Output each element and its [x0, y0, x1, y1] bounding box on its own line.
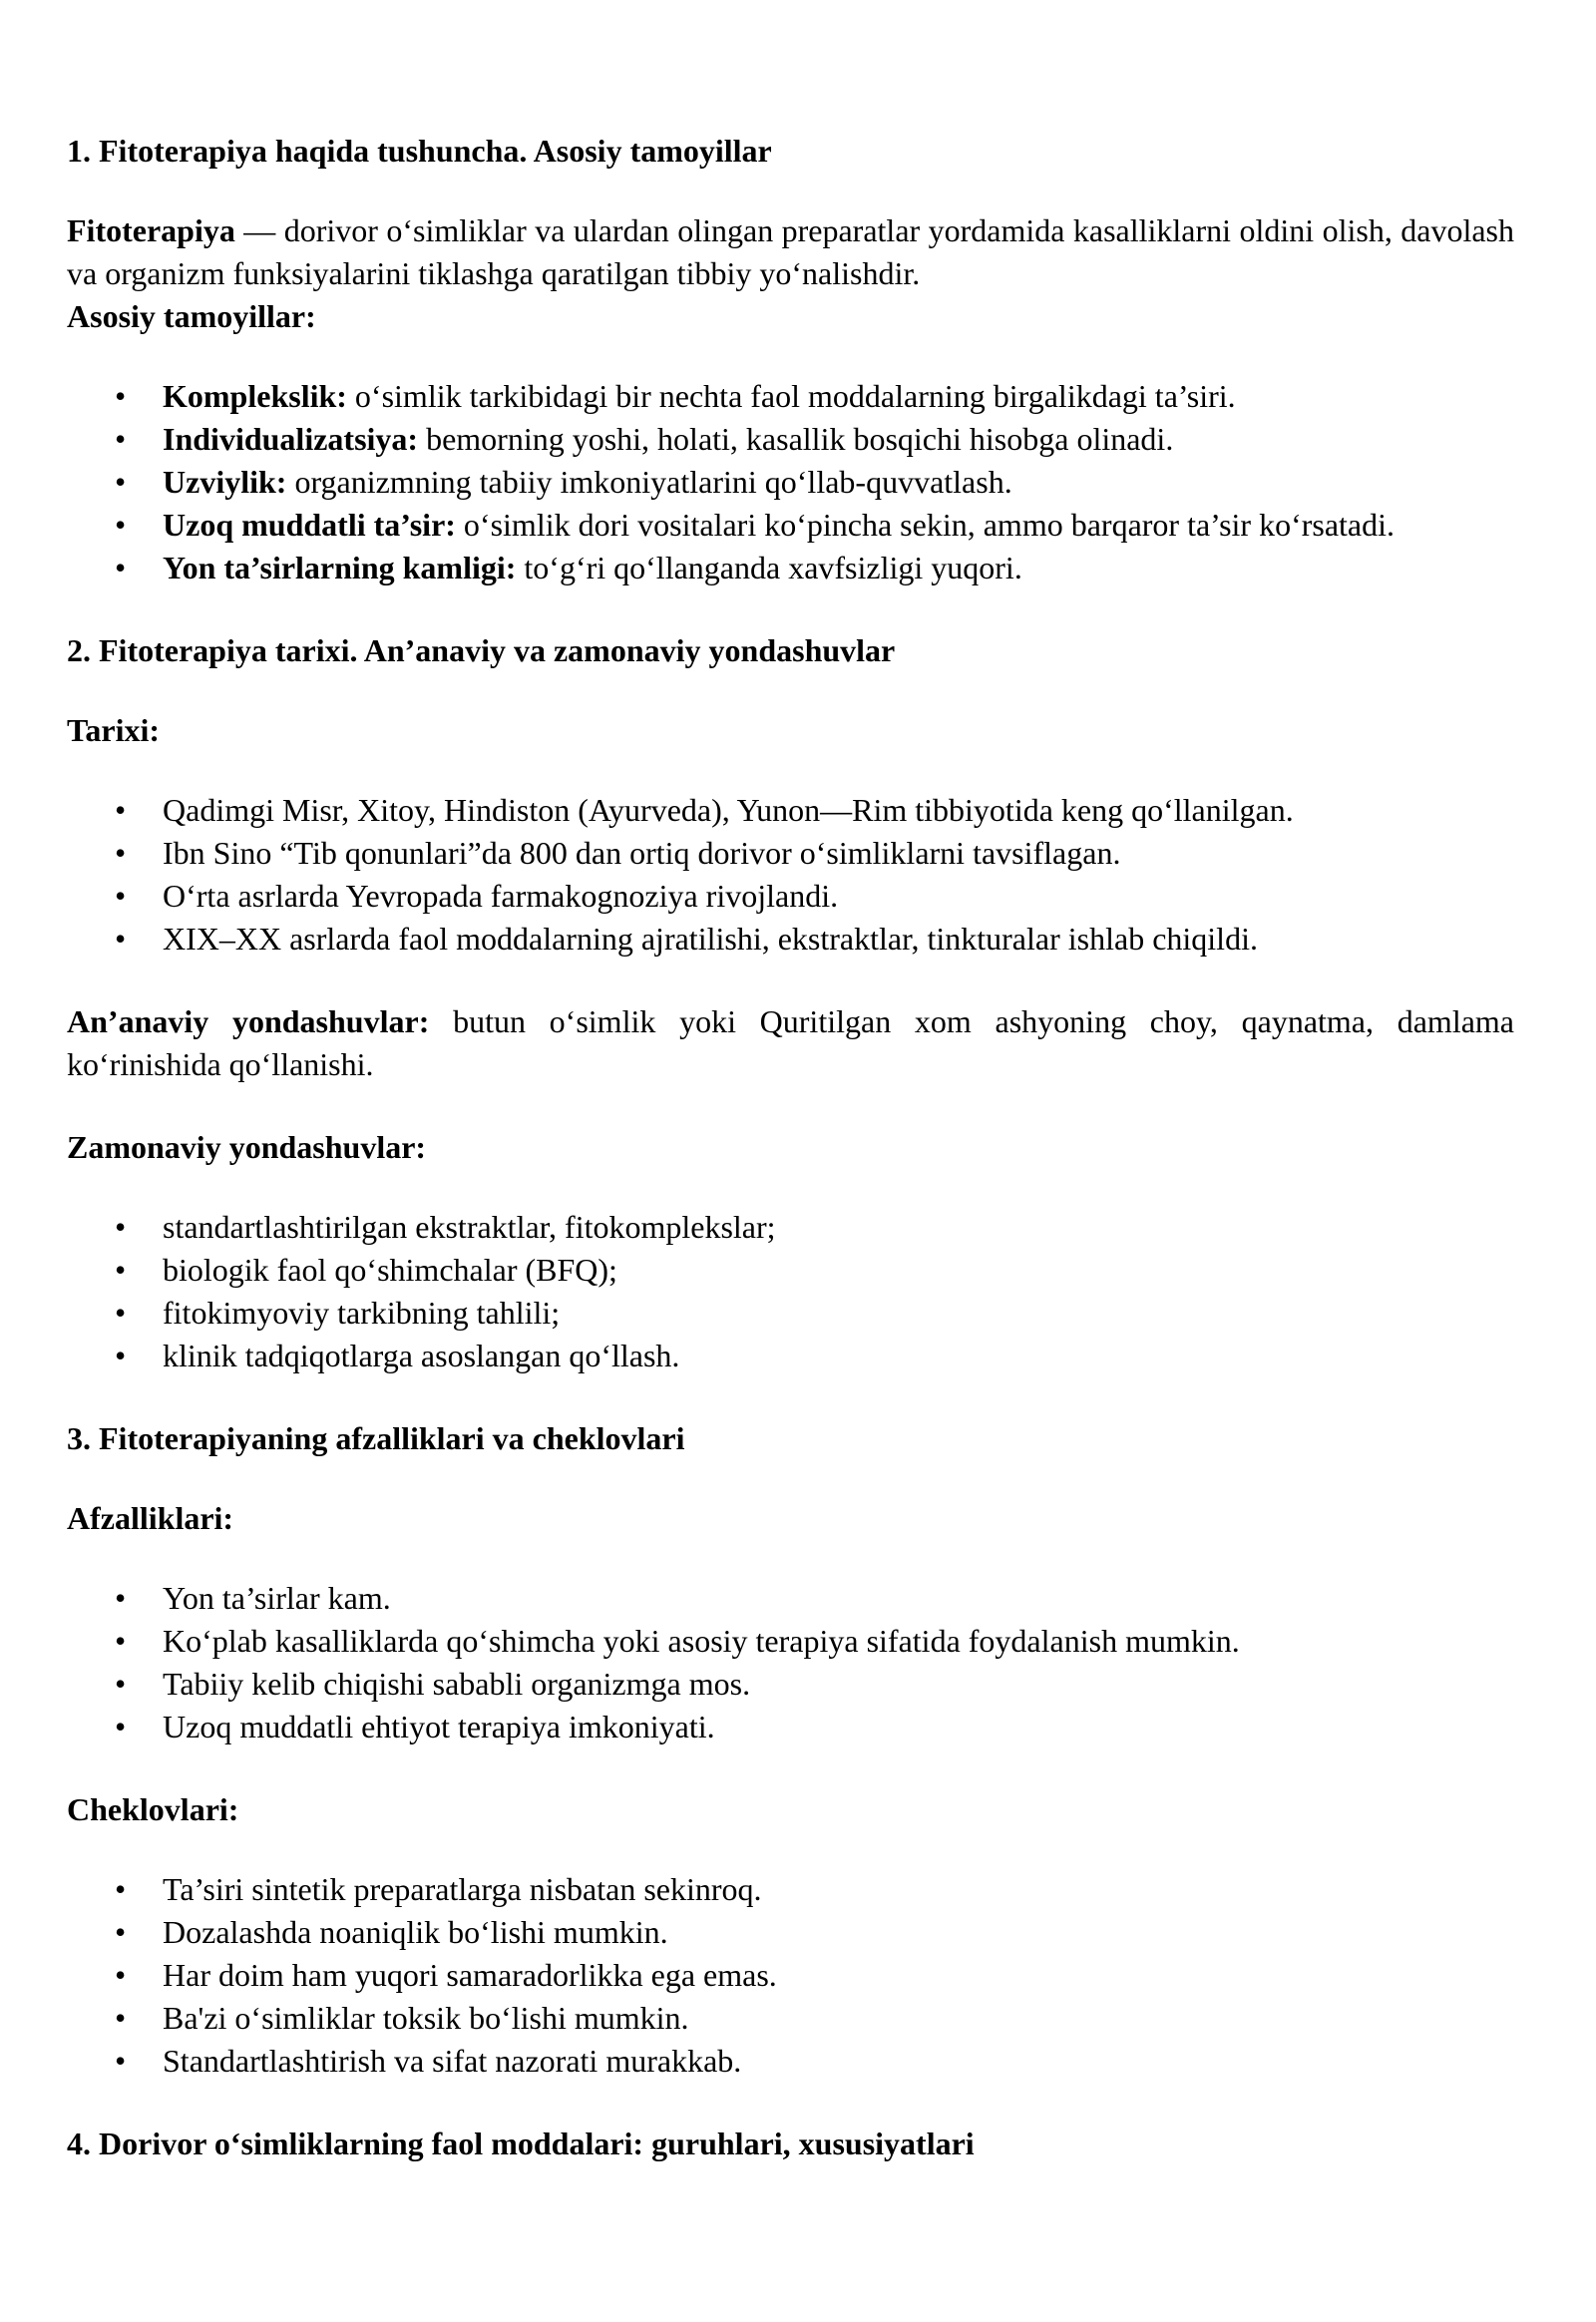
list-item: • Ba'zi o‘simliklar toksik bo‘lishi mumkin. [163, 1997, 1514, 2040]
list-item [163, 461, 1514, 504]
list-item: • biologik faol qo‘shimchalar (BFQ); [163, 1249, 1514, 1292]
list-item [163, 504, 1514, 547]
limitations-list [67, 1868, 1514, 2083]
list-item: • klinik tadqiqotlarga asoslangan qo‘llash. [163, 1335, 1514, 1377]
list-item: • Qadimgi Misr, Xitoy, Hindiston (Ayurveda), Yunon—Rim tibbiyotida keng qo‘llanilgan. [163, 789, 1514, 832]
list-item: • Ta’siri sintetik preparatlarga nisbatan sekinroq. [163, 1868, 1514, 1911]
section-2-heading: 2. Fitoterapiya tarixi. An’anaviy va zamonaviy yondashuvlar [67, 632, 896, 668]
principle-term: Yon ta’sirlarning kamligi: [163, 550, 517, 585]
list-item: • Standartlashtirish va sifat nazorati murakkab. [163, 2040, 1514, 2083]
limitations-label: Cheklovlari: [67, 1791, 239, 1827]
list-item: • Ko‘plab kasalliklarda qo‘shimcha yoki asosiy terapiya sifatida foydalanish mumkin. [163, 1620, 1514, 1663]
principle-term: Uzviylik: [163, 464, 287, 500]
list-item: • Dozalashda noaniqlik bo‘lishi mumkin. [163, 1911, 1514, 1954]
section-4-heading: 4. Dorivor o‘simliklarning faol moddalari: guruhlari, xususiyatlari [67, 2126, 975, 2161]
principle-text: bemorning yoshi, holati, kasallik bosqichi hisobga olinadi. [418, 421, 1174, 457]
list-item: • standartlashtirilgan ekstraktlar, fitokomplekslar; [163, 1206, 1514, 1249]
principle-text: o‘simlik dori vositalari ko‘pincha sekin, ammo barqaror ta’sir ko‘rsatadi. [455, 507, 1396, 543]
principle-text: organizmning tabiiy imkoniyatlarini qo‘llab-quvvatlash. [286, 464, 1012, 500]
traditional-term: An’anaviy yondashuvlar: [67, 1003, 430, 1039]
definition-text: — dorivor o‘simliklar va ulardan olingan preparatlar yordamida kasalliklarni oldini olish, davolash va organizm funksiyalarini tiklashga qaratilgan tibbiy yo‘nalishdir. [67, 212, 1514, 291]
list-item: • Ibn Sino “Tib qonunlari”da 800 dan ortiq dorivor o‘simliklarni tavsiflagan. [163, 832, 1514, 875]
traditional-text: butun o‘simlik yoki Quritilgan xom ashyoning choy, qaynatma, damlama ko‘rinishida qo‘llanishi. [67, 1003, 1515, 1082]
list-item: • Har doim ham yuqori samaradorlikka ega emas. [163, 1954, 1514, 1997]
principle-text: o‘simlik tarkibidagi bir nechta faol moddalarning birgalikdagi ta’siri. [346, 378, 1236, 414]
history-list [67, 789, 1514, 961]
list-item: • XIX–XX asrlarda faol moddalarning ajratilishi, ekstraktlar, tinkturalar ishlab chiqildi. [163, 918, 1514, 961]
principle-term: Individualizatsiya: [163, 421, 419, 457]
section-1-heading: 1. Fitoterapiya haqida tushuncha. Asosiy tamoyillar [67, 133, 772, 169]
document-page [67, 130, 1514, 2165]
modern-list [67, 1206, 1514, 1377]
principle-term: Komplekslik: [163, 378, 347, 414]
principles-list [67, 375, 1514, 589]
list-item: • O‘rta asrlarda Yevropada farmakognoziya rivojlandi. [163, 875, 1514, 918]
history-label: Tarixi: [67, 712, 161, 748]
traditional-paragraph [67, 1000, 1514, 1086]
definition-term: Fitoterapiya [67, 212, 235, 248]
list-item [163, 547, 1514, 589]
list-item: • Yon ta’sirlar kam. [163, 1577, 1514, 1620]
section-3-heading: 3. Fitoterapiyaning afzalliklari va cheklovlari [67, 1420, 685, 1456]
definition-paragraph [67, 209, 1514, 295]
list-item: • Tabiiy kelib chiqishi sababli organizmga mos. [163, 1663, 1514, 1706]
advantages-label: Afzalliklari: [67, 1500, 234, 1536]
principle-term: Uzoq muddatli ta’sir: [163, 507, 456, 543]
list-item [163, 375, 1514, 418]
advantages-list [67, 1577, 1514, 1748]
principle-text: to‘g‘ri qo‘llanganda xavfsizligi yuqori. [516, 550, 1022, 585]
list-item: • Uzoq muddatli ehtiyot terapiya imkoniyati. [163, 1706, 1514, 1748]
principles-label: Asosiy tamoyillar: [67, 298, 316, 334]
list-item: • fitokimyoviy tarkibning tahlili; [163, 1292, 1514, 1335]
modern-label: Zamonaviy yondashuvlar: [67, 1129, 427, 1165]
list-item [163, 418, 1514, 461]
